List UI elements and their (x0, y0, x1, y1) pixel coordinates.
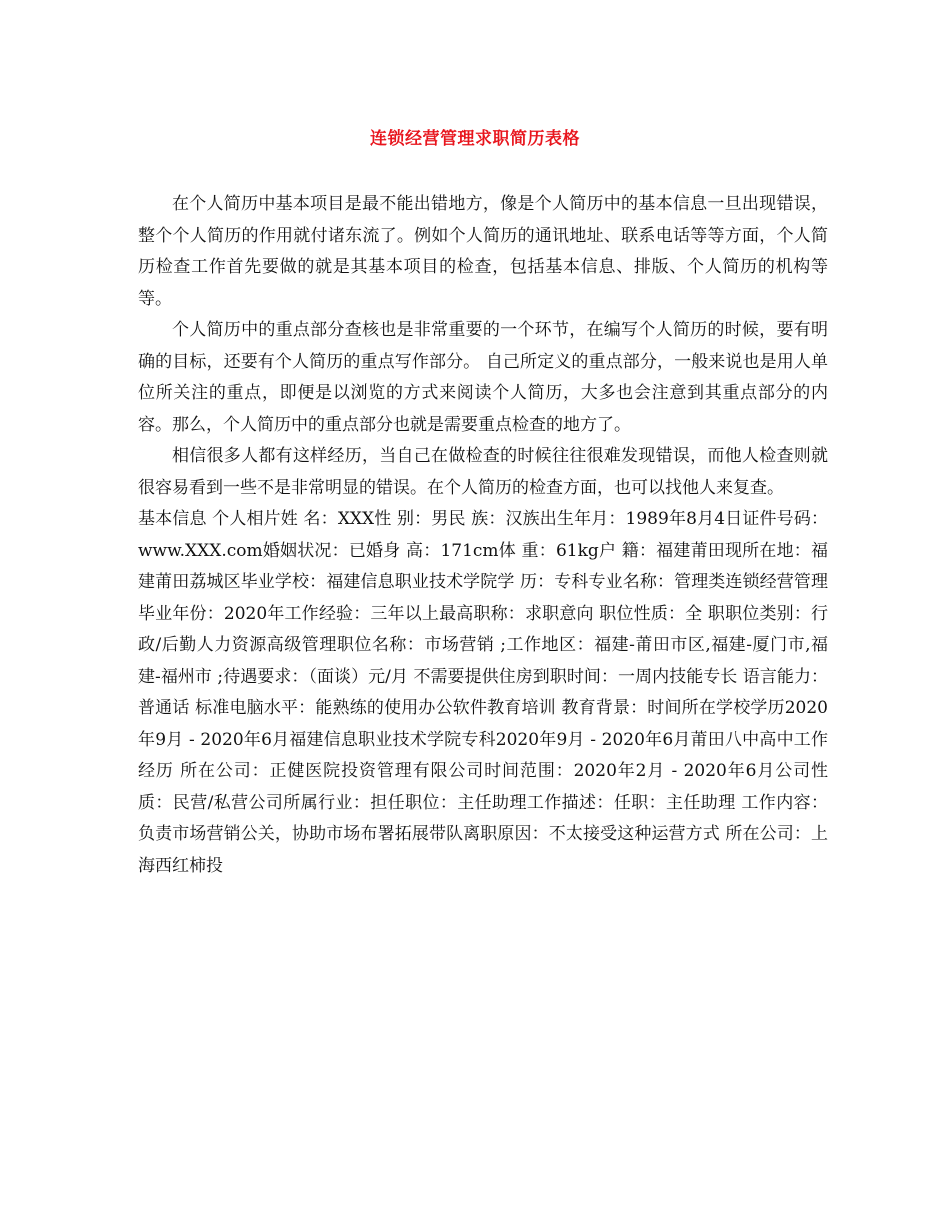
paragraph-peer-review: 相信很多人都有这样经历，当自己在做检查的时候往往很难发现错误，而他人检查则就很容易看到一些不是非常明显的错误。在个人简历的检查方面，也可以找他人来复查。 (138, 446, 828, 498)
paragraph-basic-items: 在个人简历中基本项目是最不能出错地方，像是个人简历中的基本信息一旦出现错误，整个个人简历的作用就付诸东流了。例如个人简历的通讯地址、联系电话等等方面，个人简历检查工作首先要做的就是其基本项目的检查，包括基本信息、排版、个人简历的机构等等。 (138, 194, 828, 309)
paragraph-key-sections: 个人简历中的重点部分查核也是非常重要的一个环节，在编写个人简历的时候，要有明确的目标，还要有个人简历的重点写作部分。 自己所定义的重点部分，一般来说也是用人单位所关注的重点，即便是以浏览的方式来阅读个人简历，大多也会注意到其重点部分的内容。那么，个人简历中的重点部分也就是需要重点检查的地方了。 (138, 320, 828, 435)
resume-info-block: 基本信息 个人相片姓 名：XXX性 别：男民 族：汉族出生年月：1989年8月4日证件号码：www.XXX.com婚姻状况：已婚身 高：171cm体 重：61kg户 籍：福建莆田现所在地：福建莆田荔城区毕业学校：福建信息职业技术学院学 历：专科专业名称：管理类连锁经营管理毕业年份：2020年工作经验：三年以上最高职称：求职意向 职位性质：全 职职位类别：行政/后勤人力资源高级管理职位名称：市场营销 ;工作地区：福建-莆田市区,福建-厦门市,福建-福州市 ;待遇要求：（面谈）元/月 不需要提供住房到职时间：一周内技能专长 语言能力：普通话 标准电脑水平：能熟练的使用办公软件教育培训 教育背景：时间所在学校学历2020年9月 - 2020年6月福建信息职业技术学院专科2020年9月 - 2020年6月莆田八中高中工作经历 所在公司：正健医院投资管理有限公司时间范围：2020年2月 - 2020年6月公司性质：民营/私营公司所属行业：担任职位：主任助理工作描述：任职：主任助理 工作内容：负责市场营销公关，协助市场布署拓展带队离职原因：不太接受这种运营方式 所在公司：上海西红柿投 (138, 509, 828, 876)
document-title: 连锁经营管理求职简历表格 (370, 129, 580, 149)
document-body (138, 189, 828, 882)
